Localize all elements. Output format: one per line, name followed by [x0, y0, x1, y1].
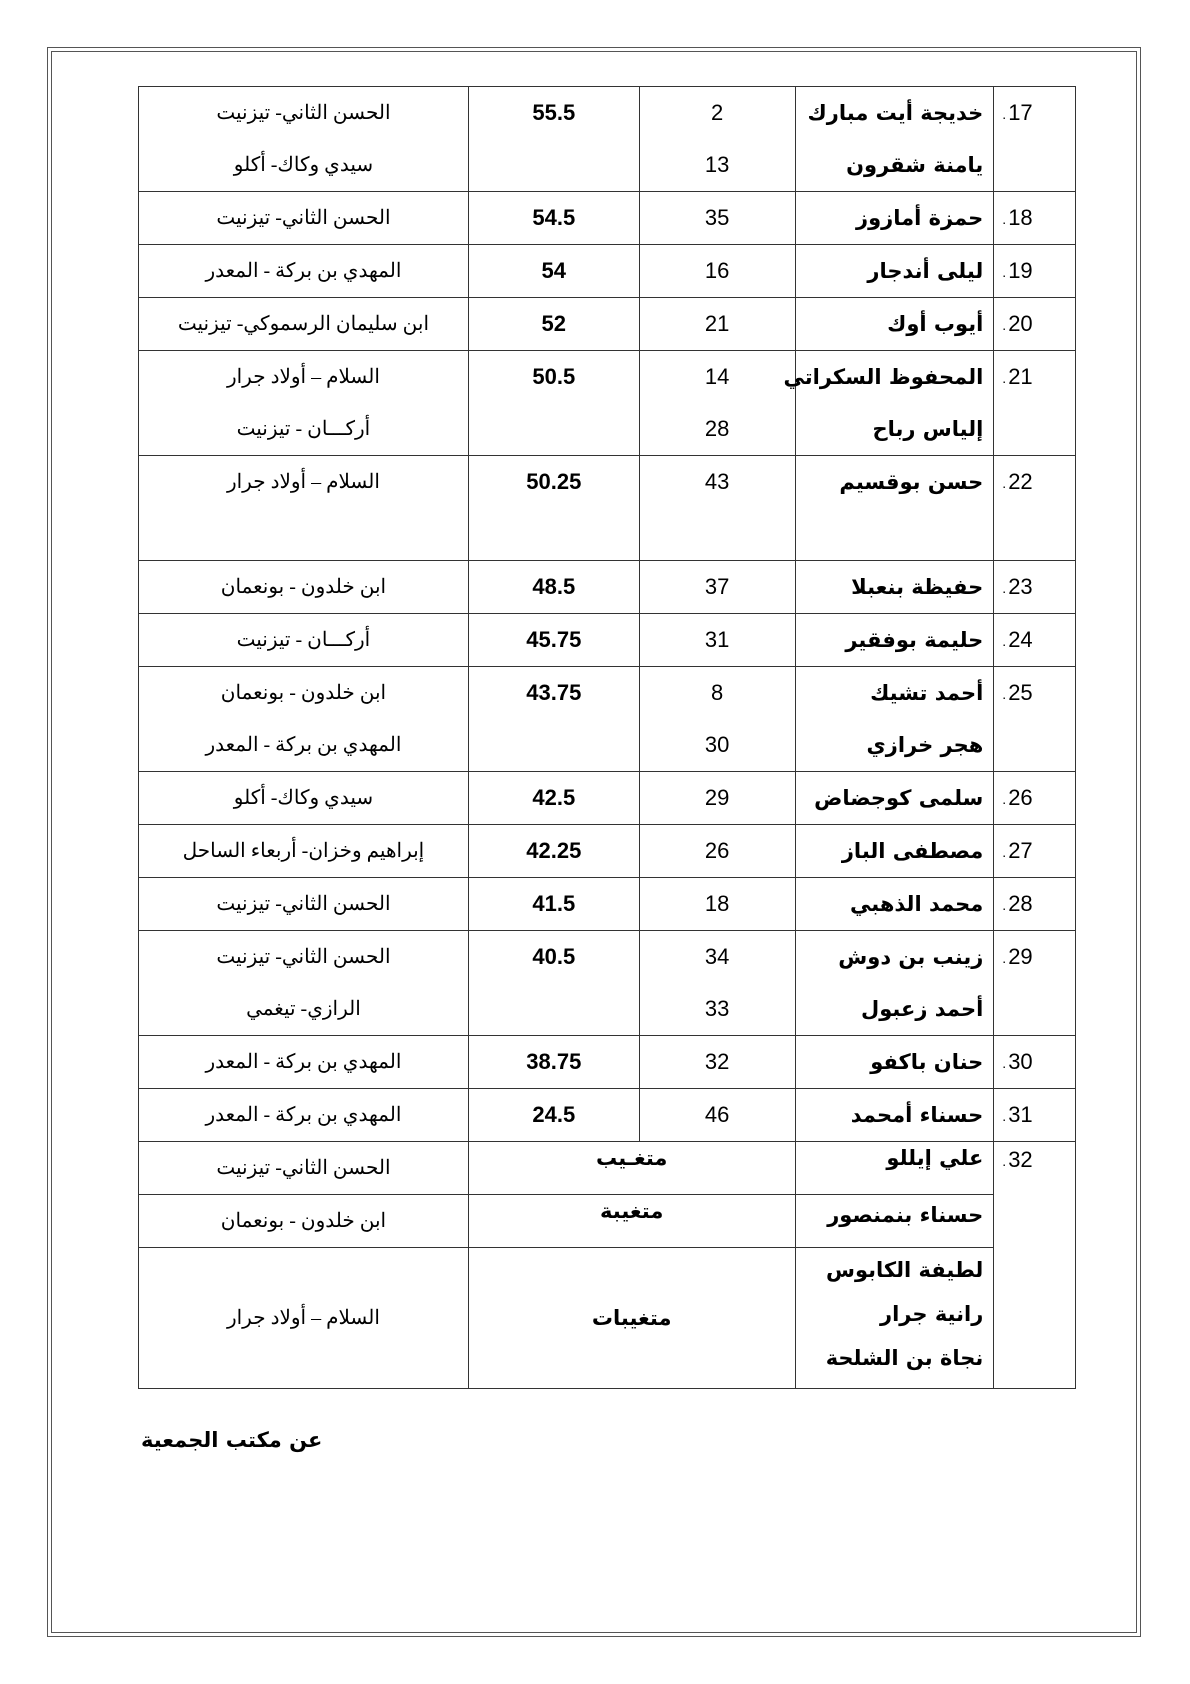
row-number-value: 24 [1008, 627, 1033, 652]
number-cell [994, 1036, 1076, 1089]
school-name: المهدي بن بركة - المعدر [205, 1051, 402, 1073]
student-name: أيوب أوك [887, 312, 984, 336]
name-cell [795, 667, 994, 772]
number-cell [994, 87, 1076, 192]
student-name: أحمد زعبول [861, 997, 984, 1021]
list-dot: . [1002, 211, 1007, 228]
school-name: السلام – أولاد جرار [226, 1307, 380, 1329]
table-row [139, 1089, 1076, 1142]
school-name: أركـــان - تيزنيت [236, 418, 371, 440]
score-cell [468, 87, 639, 192]
score-cell [468, 561, 639, 614]
rank-cell [639, 87, 795, 192]
score-cell [468, 667, 639, 772]
rank-value: 2 [710, 100, 724, 125]
rank-value: 32 [704, 1049, 730, 1074]
rank-cell [639, 351, 795, 456]
absence-status: متغـيب [595, 1146, 668, 1170]
school-name: السلام – أولاد جرار [226, 366, 380, 388]
school-cell [139, 1195, 469, 1248]
rank-value: 31 [704, 627, 730, 652]
row-number [994, 351, 1075, 403]
score-value: 54.5 [532, 205, 576, 230]
score-cell [468, 351, 639, 456]
student-name [796, 508, 994, 560]
school-name: أركـــان - تيزنيت [236, 629, 371, 651]
absent-row [139, 1195, 1076, 1248]
student-name: علي إيللو [886, 1146, 984, 1170]
name-cell [795, 1036, 994, 1089]
student-name: يامنة شقرون [846, 153, 984, 177]
footer-signature: عن مكتب الجمعية [141, 1428, 323, 1452]
school-cell [139, 614, 469, 667]
score-value: 50.25 [526, 469, 582, 494]
table-row [139, 561, 1076, 614]
school-cell [139, 87, 469, 192]
name-cell [795, 192, 994, 245]
name-cell [795, 1195, 994, 1248]
table-row [139, 825, 1076, 878]
score-cell [468, 1089, 639, 1142]
school-name: المهدي بن بركة - المعدر [205, 1104, 402, 1126]
school-cell [139, 245, 469, 298]
rank-value: 8 [710, 680, 724, 705]
score-cell [468, 245, 639, 298]
rank-cell [639, 931, 795, 1036]
list-dot: . [1002, 475, 1007, 492]
number-cell [994, 456, 1076, 561]
row-number-value: 22 [1008, 469, 1033, 494]
rank-value: 35 [704, 205, 730, 230]
score-value: 55.5 [532, 100, 576, 125]
score-value: 45.75 [526, 627, 582, 652]
number-cell [994, 931, 1076, 1036]
row-number-value: 26 [1008, 785, 1033, 810]
school-cell [139, 1036, 469, 1089]
row-number-value: 17 [1008, 100, 1033, 125]
row-number [994, 1036, 1075, 1088]
score-cell [468, 1036, 639, 1089]
rank-cell [639, 667, 795, 772]
name-cell [795, 825, 994, 878]
table-row [139, 614, 1076, 667]
list-dot: . [1002, 106, 1007, 123]
table-row [139, 931, 1076, 1036]
absence-status-cell [468, 1195, 795, 1248]
table-row [139, 772, 1076, 825]
list-dot: . [1002, 844, 1007, 861]
score-value: 48.5 [532, 574, 576, 599]
student-name: محمد الذهبي [850, 892, 984, 916]
absence-status: متغيبة [600, 1199, 664, 1223]
row-number [994, 667, 1075, 719]
school-name: الحسن الثاني- تيزنيت [216, 946, 391, 968]
school-cell [139, 825, 469, 878]
row-number-value: 29 [1008, 944, 1033, 969]
student-name: المحفوظ السكراتي [783, 365, 984, 389]
list-dot: . [1002, 633, 1007, 650]
school-name: المهدي بن بركة - المعدر [205, 260, 402, 282]
row-number [994, 614, 1075, 666]
table-row [139, 667, 1076, 772]
school-name: الحسن الثاني- تيزنيت [216, 1157, 391, 1179]
list-dot: . [1002, 791, 1007, 808]
list-dot: . [1002, 897, 1007, 914]
rank-value: 18 [704, 891, 730, 916]
school-name: سيدي وكاك- أكلو [233, 154, 374, 176]
rank-value: 13 [704, 152, 730, 177]
school-name: ابن خلدون - بونعمان [220, 1210, 387, 1232]
table-row [139, 351, 1076, 456]
number-cell [994, 351, 1076, 456]
school-name: الحسن الثاني- تيزنيت [216, 207, 391, 229]
student-name: هجر خرازي [866, 733, 984, 757]
student-name: حسن بوقسيم [839, 470, 984, 494]
table-row [139, 87, 1076, 192]
name-cell [795, 1248, 994, 1389]
score-cell [468, 825, 639, 878]
student-name: رانية جرار [880, 1302, 984, 1326]
student-name: لطيفة الكابوس [826, 1258, 984, 1282]
name-cell [795, 772, 994, 825]
table-row [139, 878, 1076, 931]
score-cell [468, 772, 639, 825]
name-cell [795, 878, 994, 931]
rank-value: 34 [704, 944, 730, 969]
number-cell [994, 614, 1076, 667]
rank-cell [639, 298, 795, 351]
score-value: 52 [541, 311, 567, 336]
number-cell [994, 825, 1076, 878]
table-row [139, 192, 1076, 245]
school-cell [139, 931, 469, 1036]
row-number [994, 825, 1075, 877]
student-name: حسناء بنمنصور [827, 1203, 984, 1227]
school-name: الرازي- تيغمي [246, 998, 361, 1020]
school-cell [139, 667, 469, 772]
row-number-value: 23 [1008, 574, 1033, 599]
score-cell [468, 456, 639, 561]
row-number-value: 31 [1008, 1102, 1033, 1127]
list-dot: . [1002, 1153, 1007, 1170]
row-number [994, 1144, 1075, 1176]
student-name: زينب بن دوش [838, 945, 984, 969]
list-dot: . [1002, 1108, 1007, 1125]
student-name: خديجة أيت مبارك [807, 101, 984, 125]
table-row [139, 1036, 1076, 1089]
row-number [994, 245, 1075, 297]
number-cell [994, 298, 1076, 351]
row-number [994, 561, 1075, 613]
rank-value: 29 [704, 785, 730, 810]
name-cell [795, 87, 994, 192]
rank-cell [639, 245, 795, 298]
list-dot: . [1002, 370, 1007, 387]
list-dot: . [1002, 317, 1007, 334]
rank-cell [639, 192, 795, 245]
school-name: الحسن الثاني- تيزنيت [216, 102, 391, 124]
row-number [994, 772, 1075, 824]
row-number [994, 1089, 1075, 1141]
student-name: سلمى كوجضاض [814, 786, 984, 810]
score-cell [468, 931, 639, 1036]
score-value: 41.5 [532, 891, 576, 916]
list-dot: . [1002, 686, 1007, 703]
school-cell [139, 561, 469, 614]
rank-cell [639, 456, 795, 561]
score-cell [468, 192, 639, 245]
list-dot: . [1002, 1055, 1007, 1072]
rank-cell [639, 614, 795, 667]
student-name: أحمد تشيك [870, 681, 984, 705]
rank-value: 43 [704, 469, 730, 494]
row-number-value: 30 [1008, 1049, 1033, 1074]
row-number [994, 456, 1075, 508]
number-cell [994, 1089, 1076, 1142]
name-cell [795, 1142, 994, 1195]
score-cell [468, 298, 639, 351]
school-cell [139, 878, 469, 931]
row-number-value: 19 [1008, 258, 1033, 283]
score-cell [468, 614, 639, 667]
school-name: السلام – أولاد جرار [226, 471, 380, 493]
school-cell [139, 772, 469, 825]
name-cell [795, 298, 994, 351]
student-name: مصطفى الباز [841, 839, 984, 863]
rank-value: 33 [704, 996, 730, 1021]
results-table [138, 86, 1076, 1389]
score-value: 50.5 [532, 364, 576, 389]
table-row [139, 456, 1076, 561]
row-number-value: 18 [1008, 205, 1033, 230]
number-cell [994, 667, 1076, 772]
rank-cell [639, 1036, 795, 1089]
absence-status-cell [468, 1248, 795, 1389]
rank-cell [639, 561, 795, 614]
school-name: إبراهيم وخزان- أربعاء الساحل [182, 840, 425, 862]
rank-value: 37 [704, 574, 730, 599]
school-name: الحسن الثاني- تيزنيت [216, 893, 391, 915]
score-value: 38.75 [526, 1049, 582, 1074]
rank-value: 14 [704, 364, 730, 389]
table-row [139, 245, 1076, 298]
number-cell [994, 245, 1076, 298]
score-value: 42.25 [526, 838, 582, 863]
rank-value: 16 [704, 258, 730, 283]
score-value: 54 [541, 258, 567, 283]
list-dot: . [1002, 580, 1007, 597]
absent-row [139, 1248, 1076, 1389]
student-name: حليمة بوفقير [845, 628, 984, 652]
rank-cell [639, 825, 795, 878]
table-row [139, 298, 1076, 351]
row-number-value: 28 [1008, 891, 1033, 916]
student-name: إلياس رباح [872, 417, 984, 441]
absence-status-cell [468, 1142, 795, 1195]
number-cell [994, 878, 1076, 931]
rank-cell [639, 1089, 795, 1142]
score-value: 43.75 [526, 680, 582, 705]
row-number [994, 87, 1075, 139]
number-cell [994, 1142, 1076, 1389]
name-cell [795, 1089, 994, 1142]
absence-status: متغيبات [591, 1306, 672, 1330]
student-name: حفيظة بنعبلا [851, 575, 984, 599]
row-number-value: 20 [1008, 311, 1033, 336]
school-name: سيدي وكاك- أكلو [233, 787, 374, 809]
school-cell [139, 351, 469, 456]
school-cell [139, 1089, 469, 1142]
student-name: حمزة أمازوز [855, 206, 984, 230]
school-name: ابن سليمان الرسموكي- تيزنيت [177, 313, 430, 335]
school-name: ابن خلدون - بونعمان [220, 682, 387, 704]
rank-value: 30 [704, 732, 730, 757]
number-cell [994, 192, 1076, 245]
name-cell [795, 245, 994, 298]
school-cell [139, 192, 469, 245]
school-cell [139, 456, 469, 561]
name-cell [795, 456, 994, 561]
rank-value: 21 [704, 311, 730, 336]
school-cell [139, 1248, 469, 1389]
name-cell [783, 351, 994, 456]
rank-value: 26 [704, 838, 730, 863]
name-cell [795, 931, 994, 1036]
results-table-body [139, 87, 1076, 1389]
student-name: حنان باكفو [870, 1050, 984, 1074]
name-cell [795, 561, 994, 614]
rank-cell [639, 772, 795, 825]
row-number-value: 25 [1008, 680, 1033, 705]
school-name: ابن خلدون - بونعمان [220, 576, 387, 598]
absent-row [139, 1142, 1076, 1195]
row-number [994, 192, 1075, 244]
score-value: 24.5 [532, 1102, 576, 1127]
student-name: حسناء أمحمد [850, 1103, 984, 1127]
school-cell [139, 1142, 469, 1195]
row-number-value: 21 [1008, 364, 1033, 389]
school-cell [139, 298, 469, 351]
number-cell [994, 772, 1076, 825]
row-number-value: 27 [1008, 838, 1033, 863]
score-value: 42.5 [532, 785, 576, 810]
student-name: نجاة بن الشلحة [825, 1346, 984, 1370]
school-name: المهدي بن بركة - المعدر [205, 734, 402, 756]
score-value: 40.5 [532, 944, 576, 969]
row-number [994, 878, 1075, 930]
row-number-value: 32 [1008, 1147, 1033, 1172]
row-number [994, 931, 1075, 983]
rank-cell [639, 878, 795, 931]
student-name: ليلى أندجار [867, 259, 984, 283]
number-cell [994, 561, 1076, 614]
score-cell [468, 878, 639, 931]
name-cell [795, 614, 994, 667]
row-number [994, 298, 1075, 350]
list-dot: . [1002, 264, 1007, 281]
rank-value: 46 [704, 1102, 730, 1127]
list-dot: . [1002, 950, 1007, 967]
rank-value: 28 [704, 416, 730, 441]
